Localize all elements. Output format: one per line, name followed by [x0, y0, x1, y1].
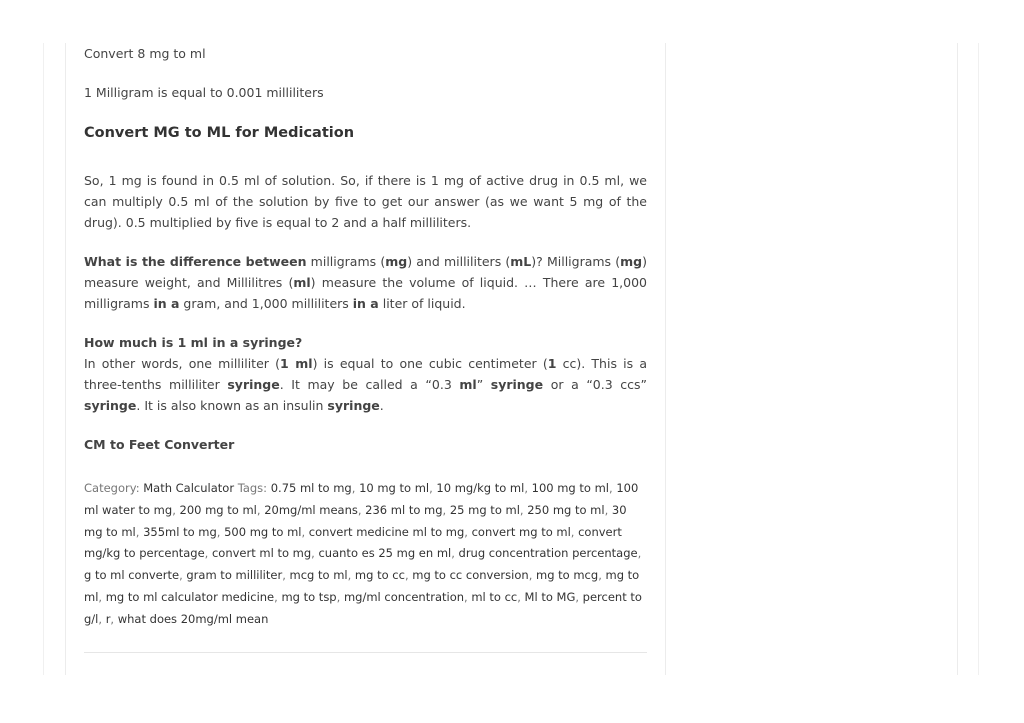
tag-link[interactable]: 25 mg to ml: [449, 502, 520, 517]
tag-link[interactable]: 500 mg to ml: [224, 524, 302, 539]
tag-link[interactable]: mg to ml: [84, 568, 640, 604]
article-paragraph-medication: So, 1 mg is found in 0.5 ml of solution. So, if there is 1 mg of active drug in 0.5 ml, we can multiply 0.5 ml of the solution by five to get our answer (as we want 5 mg of the drug). 0.5 multiplied by five is equal to 2 and a half milliliters.: [84, 173, 647, 230]
tag-separator: ,: [604, 502, 612, 517]
bold-text: ml: [293, 275, 311, 290]
tag-separator: ,: [282, 568, 290, 583]
category-label: Category:: [84, 481, 140, 495]
tag-link[interactable]: g to ml converte: [84, 568, 180, 583]
tag-link[interactable]: drug concentration percentage: [458, 546, 638, 561]
tag-list: [84, 481, 642, 626]
tag-separator: ,: [517, 589, 525, 604]
text: liter of liquid.: [378, 296, 466, 311]
tag-link[interactable]: percent to g/l: [84, 589, 642, 626]
tag-separator: ,: [609, 481, 617, 495]
text: ) measure the volume of liquid. … There are 1,000 milligrams: [84, 275, 648, 311]
tag-link[interactable]: 100 mg to ml: [531, 481, 609, 495]
text: or a “0.3 ccs”: [543, 377, 648, 392]
bold-text: in a: [153, 296, 180, 311]
tag-separator: ,: [464, 589, 472, 604]
post-meta: [84, 478, 647, 631]
tag-separator: ,: [404, 568, 413, 583]
article-paragraph-difference: [84, 251, 647, 314]
tag-separator: ,: [598, 568, 606, 583]
bold-text: mg: [385, 254, 408, 269]
tag-link[interactable]: 10 mg to ml: [359, 481, 430, 495]
tag-separator: ,: [357, 502, 366, 517]
article-paragraph-syringe: [84, 332, 647, 416]
bold-text: syringe: [227, 377, 280, 392]
tag-link[interactable]: Ml to MG: [524, 589, 576, 604]
tag-link[interactable]: 100 ml water to mg: [84, 481, 639, 517]
sidebar-column: [666, 43, 958, 675]
tag-separator: ,: [274, 589, 282, 604]
tag-separator: ,: [204, 546, 212, 561]
tag-separator: ,: [256, 502, 265, 517]
tag-link[interactable]: mg to mcg: [536, 568, 599, 583]
text: gram, and 1,000 milliliters: [179, 296, 353, 311]
bold-text: syringe: [327, 398, 380, 413]
text: ) and milliliters (: [407, 254, 511, 269]
bold-text: 1: [547, 356, 557, 371]
tag-separator: ,: [442, 502, 450, 517]
tag-link[interactable]: convert ml to mg: [211, 546, 312, 561]
tag-separator: ,: [301, 524, 309, 539]
tag-separator: ,: [172, 502, 180, 517]
tag-separator: ,: [311, 546, 319, 561]
tag-link[interactable]: 10 mg/kg to ml: [436, 481, 525, 495]
tag-link[interactable]: 0.75 ml to mg: [270, 481, 352, 495]
tag-link[interactable]: mcg to ml: [289, 568, 348, 583]
bold-text: What is the difference between: [84, 254, 307, 269]
tag-link[interactable]: mg to tsp: [281, 589, 337, 604]
tag-link[interactable]: 30 mg to ml: [84, 502, 627, 539]
tag-separator: ,: [528, 568, 536, 583]
tag-separator: ,: [464, 524, 472, 539]
tag-link[interactable]: r: [105, 611, 111, 626]
tag-separator: ,: [336, 589, 344, 604]
related-link-cm-to-feet[interactable]: CM to Feet Converter: [84, 437, 235, 452]
text: In other words, one milliliter (: [84, 356, 280, 371]
tag-separator: ,: [135, 524, 144, 539]
tag-link[interactable]: 20mg/ml means: [264, 502, 358, 517]
bold-text: 1 ml: [280, 356, 313, 371]
text: )? Milligrams (: [531, 254, 621, 269]
bold-text: in a: [352, 296, 379, 311]
tag-link[interactable]: gram to milliliter: [186, 568, 283, 583]
article-line-equal: 1 Milligram is equal to 0.001 milliliters: [84, 85, 324, 100]
text: . It may be called a “0.3: [279, 377, 460, 392]
tag-link[interactable]: 236 ml to mg: [365, 502, 443, 517]
tag-link[interactable]: mg/ml concentration: [343, 589, 465, 604]
tag-link[interactable]: convert mg/kg to percentage: [84, 524, 622, 561]
tag-separator: ,: [570, 524, 579, 539]
bold-text: mg: [620, 254, 643, 269]
tag-separator: ,: [637, 546, 642, 561]
category-link[interactable]: Math Calculator: [143, 481, 235, 495]
text: milligrams (: [306, 254, 386, 269]
tag-separator: ,: [429, 481, 437, 495]
tag-separator: ,: [575, 589, 583, 604]
tag-separator: ,: [179, 568, 187, 583]
text: ) is equal to one cubic centimeter (: [312, 356, 548, 371]
tag-separator: ,: [451, 546, 459, 561]
tags-label: Tags:: [237, 481, 268, 495]
question-text: How much is 1 ml in a syringe?: [84, 335, 303, 350]
article-heading: Convert MG to ML for Medication: [84, 125, 355, 141]
tag-separator: ,: [98, 589, 106, 604]
bold-text: ml: [459, 377, 477, 392]
divider: [84, 652, 647, 653]
tag-link[interactable]: 200 mg to ml: [179, 502, 257, 517]
text: ”: [476, 377, 491, 392]
tag-separator: ,: [216, 524, 225, 539]
tag-link[interactable]: ml to cc: [471, 589, 518, 604]
text: ) measure weight, and Millilitres (: [84, 254, 648, 290]
text: .: [379, 398, 384, 413]
tag-separator: ,: [519, 502, 528, 517]
tag-link[interactable]: what does 20mg/ml mean: [117, 611, 269, 626]
article-line-convert: Convert 8 mg to ml: [84, 46, 206, 61]
bold-text: mL: [510, 254, 532, 269]
tag-link[interactable]: 250 mg to ml: [527, 502, 605, 517]
tag-link[interactable]: mg to cc: [354, 568, 405, 583]
tag-separator: ,: [110, 611, 118, 626]
tag-link[interactable]: mg to ml calculator medicine: [105, 589, 275, 604]
tag-link[interactable]: 355ml to mg: [143, 524, 217, 539]
tag-link[interactable]: convert medicine ml to mg: [308, 524, 465, 539]
bold-text: syringe: [84, 398, 137, 413]
bold-text: syringe: [490, 377, 544, 392]
tag-link[interactable]: cuanto es 25 mg en ml: [318, 546, 452, 561]
text: cc). This is a three-tenths milliliter: [84, 356, 648, 392]
tag-separator: ,: [351, 481, 360, 495]
tag-separator: ,: [347, 568, 355, 583]
tag-link[interactable]: mg to cc conversion: [412, 568, 529, 583]
tag-separator: ,: [524, 481, 532, 495]
tag-separator: ,: [98, 611, 106, 626]
tag-link[interactable]: convert mg to ml: [471, 524, 571, 539]
text: . It is also known as an insulin: [136, 398, 328, 413]
